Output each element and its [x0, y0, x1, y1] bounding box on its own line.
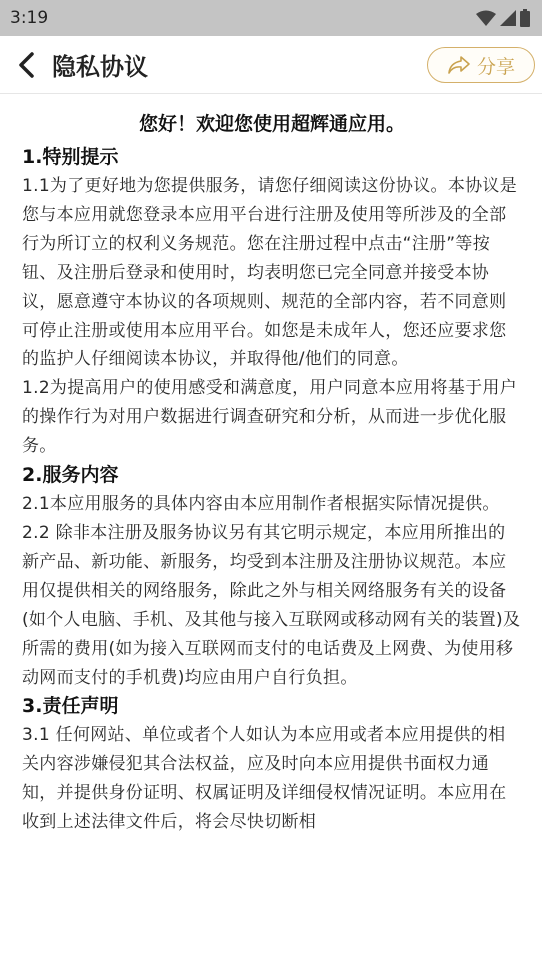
- status-bar: [0, 0, 542, 36]
- status-icons: [476, 9, 530, 27]
- wifi-icon: [476, 10, 496, 26]
- share-button[interactable]: [427, 47, 535, 83]
- paragraph: 1.1为了更好地为您提供服务，请您仔细阅读这份协议。本协议是您与本应用就您登录本应用平台进行注册及使用等所涉及的全部行为所订立的权利义务规范。您在注册过程中点击“注册”等按钮、及注册后登录和使用时，均表明您已完全同意并接受本协议，愿意遵守本协议的各项规则、规范的全部内容，若不同意则可停止注册或使用本应用平台。如您是未成年人，您还应要求您的监护人仔细阅读本协议，并取得他/他们的同意。: [22, 176, 518, 370]
- status-time: 3:19: [10, 8, 49, 28]
- section-title: 1.特别提示: [22, 146, 119, 168]
- share-icon: [447, 55, 471, 75]
- paragraph: 2.1本应用服务的具体内容由本应用制作者根据实际情况提供。: [22, 494, 500, 515]
- header-bar: [0, 36, 542, 94]
- page-title: 隐私协议: [52, 53, 148, 81]
- back-button[interactable]: [0, 36, 52, 94]
- chevron-left-icon: [16, 51, 36, 79]
- paragraph: 3.1 任何网站、单位或者个人如认为本应用或者本应用提供的相关内容涉嫌侵犯其合法权益，应及时向本应用提供书面权力通知，并提供身份证明、权属证明及详细侵权情况证明。本应用在收到上述法律文件后，将会尽快切断相: [22, 725, 507, 833]
- battery-icon: [520, 9, 530, 27]
- welcome-heading: 您好！欢迎您使用超辉通应用。: [138, 113, 405, 135]
- agreement-content[interactable]: [0, 95, 542, 935]
- section-title: 2.服务内容: [22, 464, 119, 487]
- paragraph: 1.2为提高用户的使用感受和满意度，用户同意本应用将基于用户的操作行为对用户数据进行调查研究和分析，从而进一步优化服务。: [22, 378, 518, 457]
- share-label: 分享: [476, 55, 515, 78]
- paragraph: 2.2 除非本注册及服务协议另有其它明示规定，本应用所推出的新产品、新功能、新服务，均受到本注册及注册协议规范。本应用仅提供相关的网络服务，除此之外与相关网络服务有关的设备(如个人电脑、手机、及其他与接入互联网或移动网有关的装置)及所需的费用(如为接入互联网而支付的电话费及上网费、为使用移动网而支付的手机费)均应由用户自行负担。: [22, 522, 521, 688]
- section-title: 3.责任声明: [22, 695, 119, 718]
- signal-icon: [500, 10, 516, 26]
